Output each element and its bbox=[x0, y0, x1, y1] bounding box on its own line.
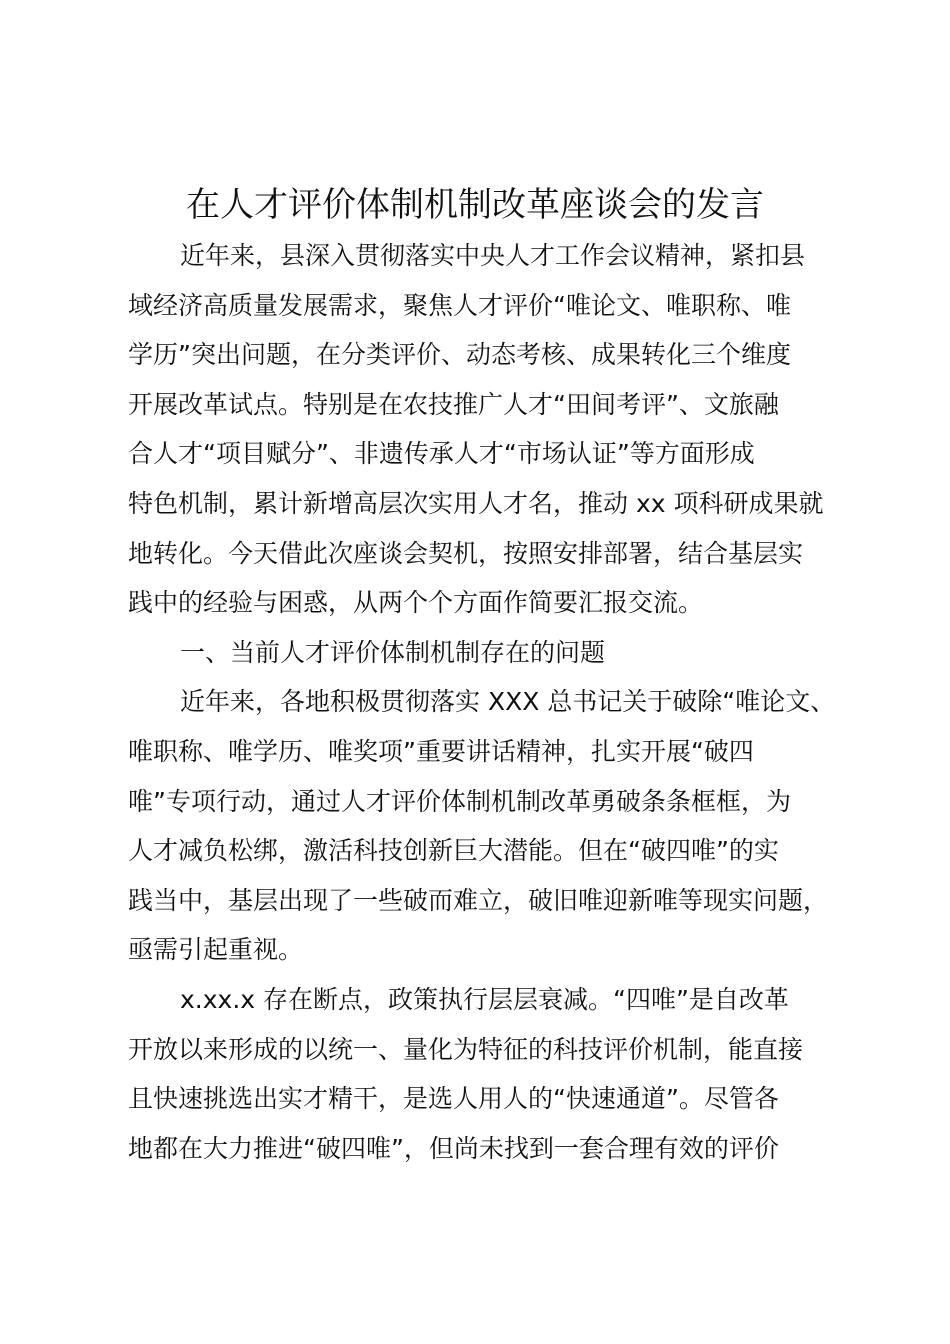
paragraph-line: 合人才“项目赋分”、非遗传承人才“市场认证”等方面形成 bbox=[128, 439, 755, 469]
paragraph-line: 开放以来形成的以统一、量化为特征的科技评价机制，能直接 bbox=[128, 1034, 804, 1064]
paragraph-line: 近年来，县深入贯彻落实中央人才工作会议精神，紧扣县 bbox=[180, 241, 806, 270]
paragraph-line: 唯职称、唯学历、唯奖项”重要讲话精神，扎实开展“破四 bbox=[128, 736, 754, 766]
document-body bbox=[128, 231, 848, 1173]
document-title: 在人才评价体制机制改革座谈会的发言 bbox=[186, 185, 764, 225]
section-heading: 一、当前人才评价体制机制存在的问题 bbox=[180, 637, 606, 667]
paragraph-line: 唯”专项行动，通过人才评价体制机制改革勇破条条框框，为 bbox=[128, 786, 791, 816]
paragraph-line: 开展改革试点。特别是在农技推广人才“田间考评”、文旅融 bbox=[128, 389, 779, 419]
paragraph-line: 近年来，各地积极贯彻落实 XXX 总书记关于破除“唯论文、 bbox=[180, 687, 836, 717]
paragraph-line: 域经济高质量发展需求，聚焦人才评价“唯论文、唯职称、唯 bbox=[128, 290, 791, 320]
paragraph-line: x.xx.x 存在断点，政策执行层层衰减。“四唯”是自改革 bbox=[180, 984, 789, 1014]
paragraph-line: 践中的经验与困惑，从两个个方面作简要汇报交流。 bbox=[128, 588, 704, 618]
paragraph-line: 践当中，基层出现了一些破而难立，破旧唯迎新唯等现实问题， bbox=[128, 885, 829, 915]
paragraph-line: 学历”突出问题，在分类评价、动态考核、成果转化三个维度 bbox=[128, 340, 791, 370]
paragraph-line: 特色机制，累计新增高层次实用人才名，推动 xx 项科研成果就 bbox=[128, 488, 824, 518]
paragraph-line: 且快速挑选出实才精干，是选人用人的“快速通道”。尽管各 bbox=[128, 1084, 779, 1114]
paragraph-line: 亟需引起重视。 bbox=[128, 935, 304, 965]
paragraph-line: 地转化。今天借此次座谈会契机，按照安排部署，结合基层实 bbox=[128, 538, 804, 568]
paragraph-line: 地都在大力推进“破四唯”，但尚未找到一套合理有效的评价 bbox=[128, 1133, 779, 1163]
paragraph-line: 人才减负松绑，激活科技创新巨大潜能。但在“破四唯”的实 bbox=[128, 836, 779, 866]
